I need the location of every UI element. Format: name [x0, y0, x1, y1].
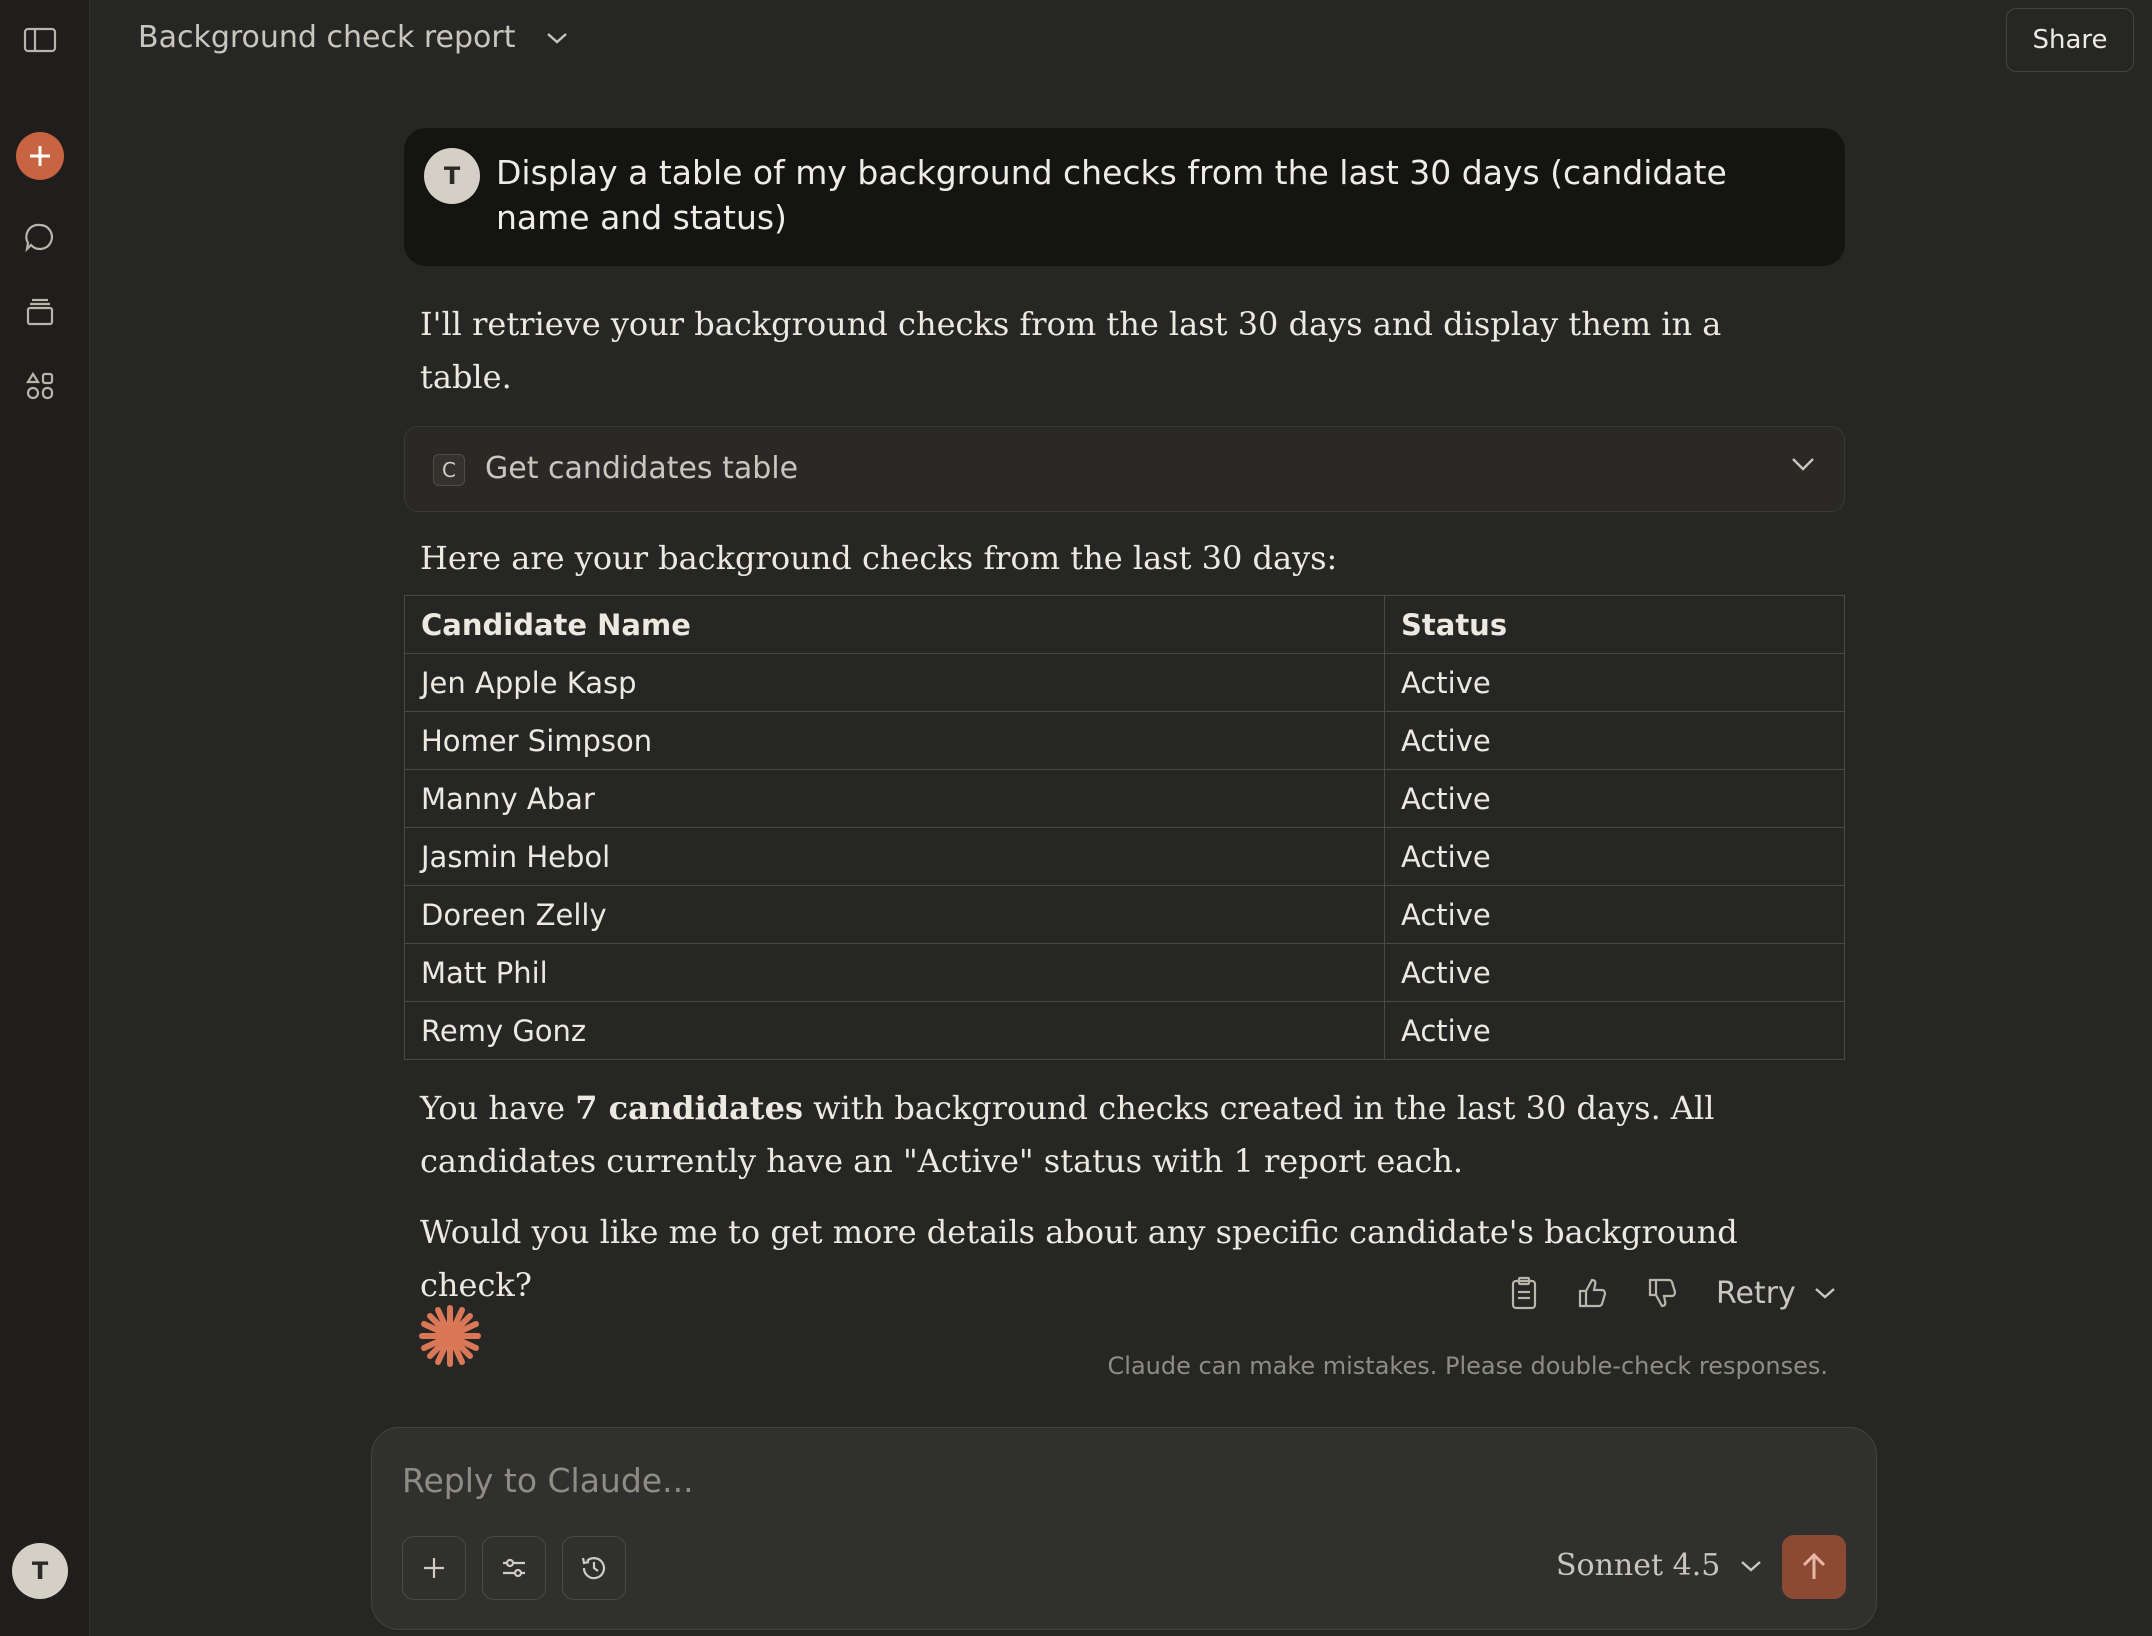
- tool-call-card[interactable]: [404, 426, 1845, 512]
- send-button[interactable]: [1782, 1535, 1846, 1599]
- artifacts-icon[interactable]: [18, 364, 62, 408]
- status-cell: Active: [1385, 1002, 1845, 1060]
- user-initial: T: [31, 1557, 49, 1585]
- summary-bold: 7 candidates: [575, 1089, 803, 1127]
- retry-label: Retry: [1716, 1275, 1796, 1311]
- candidates-table: [404, 595, 1845, 1060]
- top-bar: [90, 0, 2152, 80]
- user-avatar[interactable]: [12, 1543, 68, 1599]
- table-row: [405, 712, 1845, 770]
- chevron-down-icon[interactable]: [1790, 455, 1816, 473]
- candidate-name-cell: Jen Apple Kasp: [405, 654, 1385, 712]
- toggle-sidebar-icon[interactable]: [18, 18, 62, 62]
- table-row: [405, 944, 1845, 1002]
- sliders-icon: [500, 1555, 528, 1581]
- chat-title: Background check report: [138, 20, 516, 55]
- new-chat-button[interactable]: [16, 132, 64, 180]
- connector-letter: C: [442, 458, 456, 482]
- user-message-avatar: [424, 148, 480, 204]
- status-cell: Active: [1385, 828, 1845, 886]
- table-row: [405, 828, 1845, 886]
- candidate-name-cell: Homer Simpson: [405, 712, 1385, 770]
- table-row: [405, 770, 1845, 828]
- status-cell: Active: [1385, 944, 1845, 1002]
- tools-button[interactable]: [482, 1536, 546, 1600]
- assistant-intro: I'll retrieve your background checks from the last 30 days and display them in a table.: [420, 305, 1722, 396]
- projects-icon[interactable]: [18, 290, 62, 334]
- table-row: [405, 886, 1845, 944]
- chevron-down-icon: [1814, 1286, 1836, 1300]
- plus-icon: [27, 143, 53, 169]
- message-actions: [1510, 1268, 1836, 1318]
- table-row: [405, 654, 1845, 712]
- model-selector[interactable]: [1556, 1548, 1762, 1583]
- reply-input[interactable]: [402, 1458, 1702, 1502]
- candidate-name-cell: Manny Abar: [405, 770, 1385, 828]
- plus-icon: [421, 1555, 447, 1581]
- assistant-summary: [404, 1082, 1845, 1188]
- copy-icon[interactable]: [1510, 1276, 1538, 1310]
- table-header-row: [405, 596, 1845, 654]
- status-cell: Active: [1385, 712, 1845, 770]
- thumbs-down-icon[interactable]: [1646, 1277, 1678, 1309]
- composer: [371, 1427, 1877, 1630]
- candidate-name-cell: Remy Gonz: [405, 1002, 1385, 1060]
- summary-suffix: with background checks created in the last 30 days. All candidates currently have an "Active" status with 1 report each.: [420, 1089, 1715, 1180]
- chevron-down-icon: [546, 31, 568, 45]
- arrow-up-icon: [1801, 1552, 1827, 1582]
- clock-icon: [579, 1553, 609, 1583]
- tool-call-label: Get candidates table: [485, 451, 799, 486]
- status-cell: Active: [1385, 886, 1845, 944]
- column-header-status: Status: [1385, 596, 1845, 654]
- column-header-candidate-name: Candidate Name: [405, 596, 1385, 654]
- chats-icon[interactable]: [18, 216, 62, 260]
- status-cell: Active: [1385, 770, 1845, 828]
- table-row: [405, 1002, 1845, 1060]
- connector-icon: [433, 454, 465, 486]
- retry-button[interactable]: [1716, 1276, 1836, 1311]
- status-cell: Active: [1385, 654, 1845, 712]
- conversation: [404, 128, 1845, 1312]
- user-message-initial: T: [443, 161, 461, 190]
- candidate-name-cell: Jasmin Hebol: [405, 828, 1385, 886]
- disclaimer-text: Claude can make mistakes. Please double-check responses.: [1107, 1352, 1828, 1380]
- thumbs-up-icon[interactable]: [1576, 1277, 1608, 1309]
- assistant-question: Would you like me to get more details about any specific candidate's background check?: [420, 1213, 1738, 1304]
- add-attachment-button[interactable]: [402, 1536, 466, 1600]
- claude-logo-icon: [416, 1302, 484, 1370]
- user-message-text: Display a table of my background checks from the last 30 days (candidate name and status): [496, 153, 1727, 237]
- sidebar: [0, 0, 90, 1636]
- assistant-lead-in: Here are your background checks from the last 30 days:: [420, 539, 1338, 577]
- summary-prefix: You have: [420, 1089, 576, 1127]
- share-button[interactable]: Share: [2006, 8, 2134, 72]
- candidate-name-cell: Matt Phil: [405, 944, 1385, 1002]
- model-label: Sonnet 4.5: [1556, 1548, 1721, 1583]
- history-button[interactable]: [562, 1536, 626, 1600]
- chat-title-menu[interactable]: [138, 20, 568, 55]
- candidate-name-cell: Doreen Zelly: [405, 886, 1385, 944]
- user-message: [404, 128, 1845, 266]
- chevron-down-icon: [1740, 1559, 1762, 1573]
